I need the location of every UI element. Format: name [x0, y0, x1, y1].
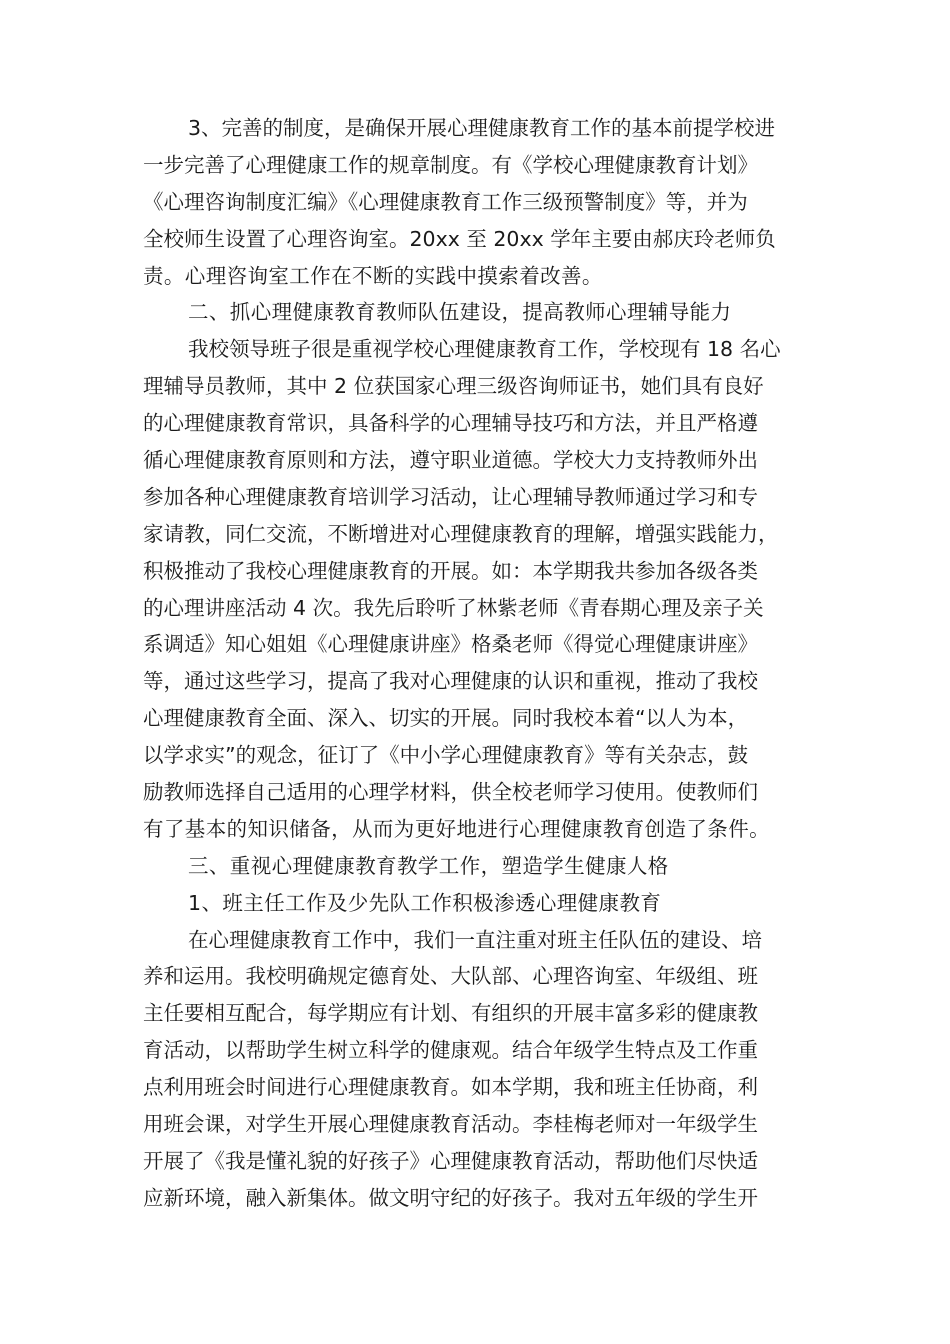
text-line: 家请教，同仁交流，不断增进对心理健康教育的理解，增强实践能力，: [143, 521, 779, 546]
body-text: [143, 110, 813, 1217]
paragraph-first-line: 1、班主任工作及少先队工作积极渗透心理健康教育: [188, 890, 662, 915]
text-line: 的心理健康教育常识，具备科学的心理辅导技巧和方法，并且严格遵: [143, 411, 758, 436]
text-line: 以学求实”的观念，征订了《中小学心理健康教育》等有关杂志，鼓: [143, 743, 749, 768]
paragraph-first-line: 三、重视心理健康教育教学工作，塑造学生健康人格: [188, 853, 669, 878]
text-line: 主任要相互配合，每学期应有计划、有组织的开展丰富多彩的健康教: [143, 1001, 758, 1026]
text-line: 点利用班会时间进行心理健康教育。如本学期，我和班主任协商，利: [143, 1075, 758, 1100]
text-line: 全校师生设置了心理咨询室。20xx 至 20xx 学年主要由郝庆玲老师负: [143, 226, 776, 251]
text-line: 积极推动了我校心理健康教育的开展。如：本学期我共参加各级各类: [143, 558, 758, 583]
text-line: 励教师选择自己适用的心理学材料，供全校老师学习使用。使教师们: [143, 780, 758, 805]
text-line: 责。心理咨询室工作在不断的实践中摸索着改善。: [143, 263, 603, 288]
text-line: 一步完善了心理健康工作的规章制度。有《学校心理健康教育计划》: [143, 152, 758, 177]
paragraph-first-line: 二、抓心理健康教育教师队伍建设，提高教师心理辅导能力: [188, 300, 732, 325]
text-line: 理辅导员教师，其中 2 位获国家心理三级咨询师证书，她们具有良好: [143, 374, 764, 399]
text-line: 参加各种心理健康教育培训学习活动，让心理辅导教师通过学习和专: [143, 484, 758, 509]
text-line: 养和运用。我校明确规定德育处、大队部、心理咨询室、年级组、班: [143, 964, 758, 989]
text-line: 心理健康教育全面、深入、切实的开展。同时我校本着“以人为本，: [143, 706, 749, 731]
text-line: 用班会课，对学生开展心理健康教育活动。李桂梅老师对一年级学生: [143, 1112, 758, 1137]
text-line: 等，通过这些学习，提高了我对心理健康的认识和重视，推动了我校: [143, 669, 758, 694]
text-line: 《心理咨询制度汇编》《心理健康教育工作三级预警制度》等，并为: [143, 189, 748, 214]
text-line: 有了基本的知识储备，从而为更好地进行心理健康教育创造了条件。: [143, 816, 770, 841]
paragraph-first-line: 我校领导班子很是重视学校心理健康教育工作，学校现有 18 名心: [188, 337, 781, 362]
paragraph-first-line: 在心理健康教育工作中，我们一直注重对班主任队伍的建设、培: [188, 927, 762, 952]
text-line: 系调适》知心姐姐《心理健康讲座》格桑老师《得觉心理健康讲座》: [143, 632, 758, 657]
paragraph-first-line: 3、完善的制度，是确保开展心理健康教育工作的基本前提学校进: [188, 116, 776, 140]
text-line: 循心理健康教育原则和方法，遵守职业道德。学校大力支持教师外出: [143, 448, 758, 473]
text-line: 应新环境，融入新集体。做文明守纪的好孩子。我对五年级的学生开: [143, 1185, 758, 1210]
text-line: 开展了《我是懂礼貌的好孩子》心理健康教育活动，帮助他们尽快适: [143, 1148, 758, 1173]
text-line: 的心理讲座活动 4 次。我先后聆听了林紫老师《青春期心理及亲子关: [143, 595, 764, 620]
text-line: 育活动，以帮助学生树立科学的健康观。结合年级学生特点及工作重: [143, 1038, 758, 1063]
